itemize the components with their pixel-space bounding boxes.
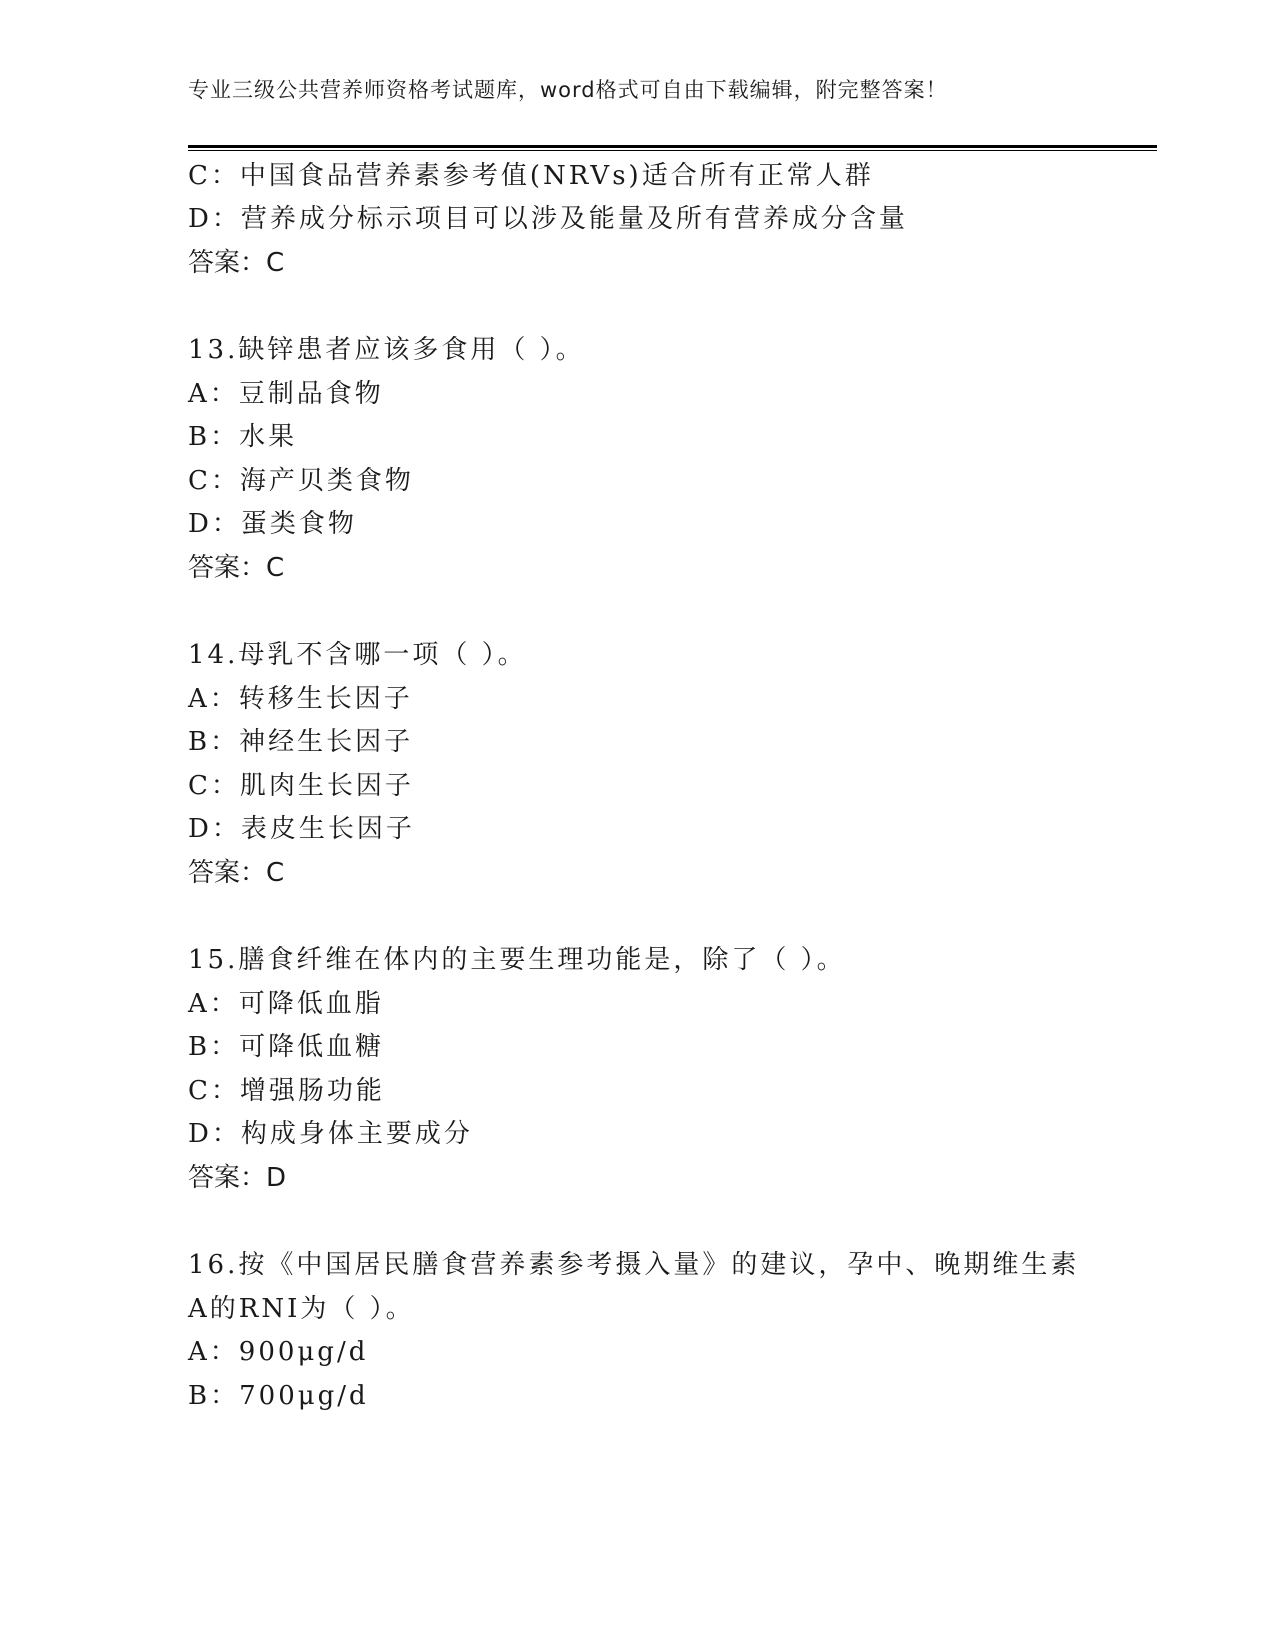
q13-answer: 答案：C: [188, 553, 285, 583]
q13-stem: 13.缺锌患者应该多食用（ ）。: [188, 335, 585, 365]
q12-answer: 答案：C: [188, 248, 285, 278]
q13-option-d: D：蛋类食物: [188, 509, 357, 539]
q15-answer: 答案：D: [188, 1163, 287, 1193]
q12-option-c: C：中国食品营养素参考值(NRVs)适合所有正常人群: [188, 161, 874, 191]
q14-option-a: A：转移生长因子: [188, 684, 413, 714]
q14-option-c: C：肌肉生长因子: [188, 771, 414, 801]
q14-answer: 答案：C: [188, 858, 285, 888]
q15-option-c: C：增强肠功能: [188, 1076, 385, 1106]
q16-stem-line2: A的RNI为（ ）。: [188, 1294, 415, 1324]
q15-stem: 15.膳食纤维在体内的主要生理功能是，除了（ ）。: [188, 945, 846, 975]
q14-stem: 14.母乳不含哪一项（ ）。: [188, 640, 527, 670]
q13-option-c: C：海产贝类食物: [188, 466, 414, 496]
q15-option-b: B：可降低血糖: [188, 1032, 385, 1062]
page-header: 专业三级公共营养师资格考试题库，word格式可自由下载编辑，附完整答案！: [188, 78, 948, 102]
header-rule-thin: [188, 150, 1157, 151]
q15-option-d: D：构成身体主要成分: [188, 1119, 473, 1149]
q13-option-a: A：豆制品食物: [188, 379, 384, 409]
q12-option-d: D：营养成分标示项目可以涉及能量及所有营养成分含量: [188, 204, 908, 234]
header-rule-thick: [188, 145, 1157, 148]
q15-option-a: A：可降低血脂: [188, 989, 384, 1019]
q16-stem-line1: 16.按《中国居民膳食营养素参考摄入量》的建议，孕中、晚期维生素: [188, 1250, 1080, 1280]
q14-option-b: B：神经生长因子: [188, 727, 414, 757]
q16-option-a: A：900μg/d: [188, 1337, 369, 1367]
q14-option-d: D：表皮生长因子: [188, 814, 415, 844]
q16-option-b: B：700μg/d: [188, 1381, 369, 1411]
q13-option-b: B：水果: [188, 422, 298, 452]
